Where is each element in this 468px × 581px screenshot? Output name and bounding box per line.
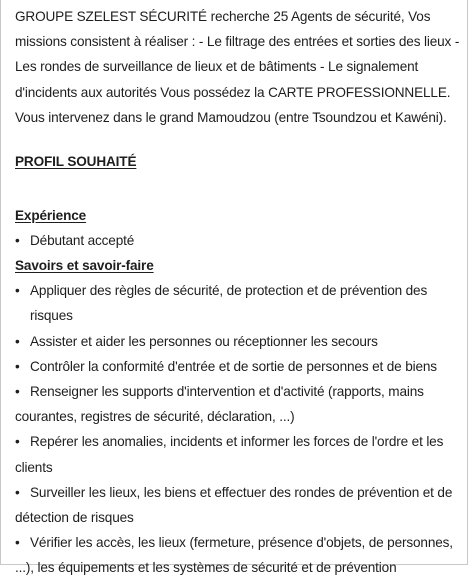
bullet-icon: • xyxy=(15,283,20,299)
bullet-icon: • xyxy=(15,233,20,249)
bullet-icon: • xyxy=(15,333,20,349)
intro-paragraph: GROUPE SZELEST SÉCURITÉ recherche 25 Agents de sécurité, Vos missions consistent à réaliser : - Le filtrage des entrées et sorties des lieux - Les rondes de surveillance de lieux et de bâtiments - Le signalement d'incidents aux autorités Vous possédez la CARTE PROFESSIONNELLE. Vous intervenez dans le grand Mamoudzou (entre Tsoundzou et Kawéni). xyxy=(15,9,460,125)
savoirs-list xyxy=(15,278,461,580)
list-item: • Renseigner les supports d'intervention et d'activité (rapports, mains courantes, registres de sécurité, déclaration, ...) xyxy=(15,379,461,429)
experience-list xyxy=(15,228,461,253)
list-item: • Assister et aider les personnes ou réceptionner les secours xyxy=(15,329,461,354)
list-item: • Vérifier les accès, les lieux (fermeture, présence d'objets, de personnes, ...), les équipements et les systèmes de sécurité et de prévention xyxy=(15,530,461,580)
list-item: • Surveiller les lieux, les biens et effectuer des rondes de prévention et de détection de risques xyxy=(15,480,461,530)
bullet-icon: • xyxy=(15,484,20,500)
bullet-icon: • xyxy=(15,384,20,400)
list-item: • Appliquer des règles de sécurité, de protection et de prévention des risques xyxy=(15,278,461,328)
bullet-icon: • xyxy=(15,358,20,374)
bullet-icon: • xyxy=(15,434,20,450)
experience-heading: Expérience xyxy=(15,208,87,224)
list-item: • Contrôler la conformité d'entrée et de sortie de personnes et de biens xyxy=(15,354,461,379)
savoirs-heading: Savoirs et savoir-faire xyxy=(15,258,154,274)
list-item: • Débutant accepté xyxy=(15,228,461,253)
job-description xyxy=(15,4,461,581)
profil-heading: PROFIL SOUHAITÉ xyxy=(15,154,137,170)
bullet-icon: • xyxy=(15,535,20,551)
list-item: • Repérer les anomalies, incidents et informer les forces de l'ordre et les clients xyxy=(15,429,461,479)
